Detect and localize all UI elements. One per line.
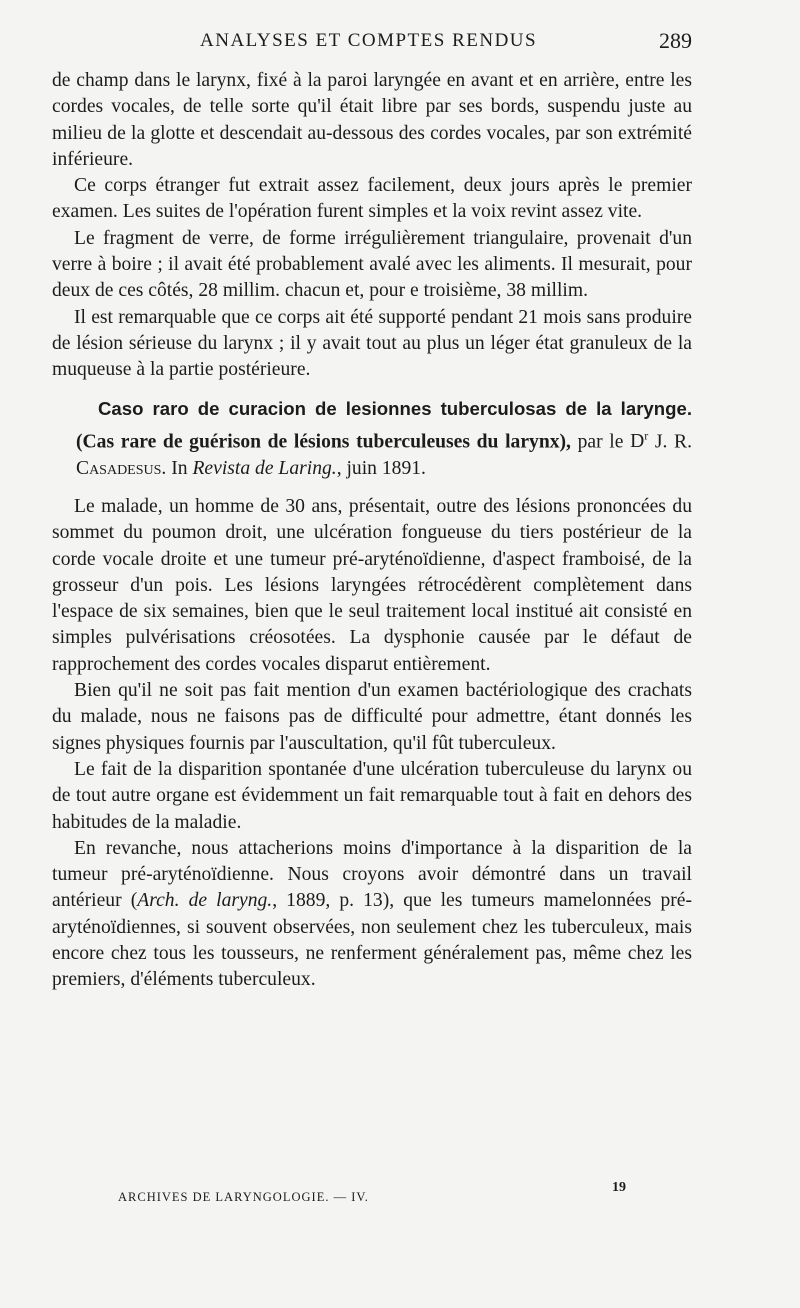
reference-title: Arch. de laryng. bbox=[137, 890, 273, 912]
body-text bbox=[52, 68, 692, 994]
running-title: ANALYSES ET COMPTES RENDUS bbox=[200, 30, 538, 51]
paragraph-text: , 1889, p. 13), que les tumeurs mamelonnées pré-aryténoïdiennes, si souvent observées, non seulement chez les tuberculeux, mais encore chez tous les tousseurs, ne renferment généralement pas, même chez les premiers, d'éléments tuberculeux. bbox=[52, 890, 692, 991]
article-by: par le bbox=[577, 431, 624, 453]
paragraph: Ce corps étranger fut extrait assez facilement, deux jours après le premier examen. Les suites de l'opération furent simples et la voix revint assez vite. bbox=[52, 175, 692, 223]
article-title-french: (Cas rare de guérison de lésions tuberculeuses du larynx), bbox=[76, 431, 571, 453]
article-in: In bbox=[171, 457, 188, 479]
article-date: , juin 1891. bbox=[336, 457, 426, 479]
page-number: 289 bbox=[659, 28, 692, 53]
paragraph: de champ dans le larynx, fixé à la paroi laryngée en avant et en arrière, entre les cordes vocales, de telle sorte qu'il était libre par ses bords, suspendu juste au milieu de la glotte et descendait au-dessous des cordes vocales, par son extrémité inférieure. bbox=[52, 70, 692, 170]
doctor-abbrev-letter: D bbox=[630, 431, 645, 453]
paragraph: Il est remarquable que ce corps ait été supporté pendant 21 mois sans produire de lésion sérieuse du larynx ; il y avait tout au plus un léger état granuleux de la muqueuse à la partie postérieure. bbox=[52, 306, 692, 381]
doctor-abbrev bbox=[630, 428, 649, 453]
paragraph: Le fragment de verre, de forme irrégulièrement triangulaire, provenait d'un verre à boire ; il avait été probablement avalé avec les aliments. Il mesurait, pour deux de ces côtés, 28 millim. chacun et, pour e troisième, 38 millim. bbox=[52, 227, 692, 302]
article-journal: Revista de Laring. bbox=[192, 457, 337, 479]
paragraph bbox=[52, 836, 692, 994]
footer-journal-line: ARCHIVES DE LARYNGOLOGIE. — IV. bbox=[118, 1190, 369, 1204]
paragraph: Le malade, un homme de 30 ans, présentait, outre des lésions prononcées du sommet du poumon droit, une ulcération fongueuse du tiers postérieur de la corde vocale droite et une tumeur pré-aryténoïdienne, d'aspect framboisé, de la grosseur d'un pois. Les lésions laryngées rétrocédèrent complètement dans l'espace de six semaines, bien que le seul traitement local institué ait consisté en simples pulvérisations créosotées. La dysphonie causée par le défaut de rapprochement des cordes vocales disparut entièrement. bbox=[52, 495, 692, 675]
running-head bbox=[0, 22, 800, 62]
doctor-abbrev-sup: r bbox=[644, 428, 649, 443]
signature-mark: 19 bbox=[612, 1180, 626, 1195]
paragraph: Le fait de la disparition spontanée d'une ulcération tuberculeuse du larynx ou de tout autre organe est évidemment un fait remarquable tout à fait en dehors des habitudes de la maladie. bbox=[52, 758, 692, 833]
article-title-spanish: Caso raro de curacion de lesionnes tuberculosas de la larynge. bbox=[98, 397, 692, 419]
section-gap bbox=[52, 384, 692, 396]
article-heading bbox=[52, 396, 692, 482]
paragraph: Bien qu'il ne soit pas fait mention d'un examen bactériologique des crachats du malade, nous ne faisons pas de difficulté pour admettre, étant donnés les signes physiques fournis par l'auscultation, qu'il fût tuberculeux. bbox=[52, 680, 692, 754]
article-author: J. R. Casadesus. bbox=[76, 431, 693, 479]
paragraph-text: En revanche, nous attacherions moins d'importance à la disparition de la tumeur pré-aryténoïdienne. Nous croyons avoir démontré dans un travail antérieur ( bbox=[52, 837, 692, 912]
page-footer bbox=[0, 1180, 800, 1220]
section-gap bbox=[52, 482, 692, 494]
